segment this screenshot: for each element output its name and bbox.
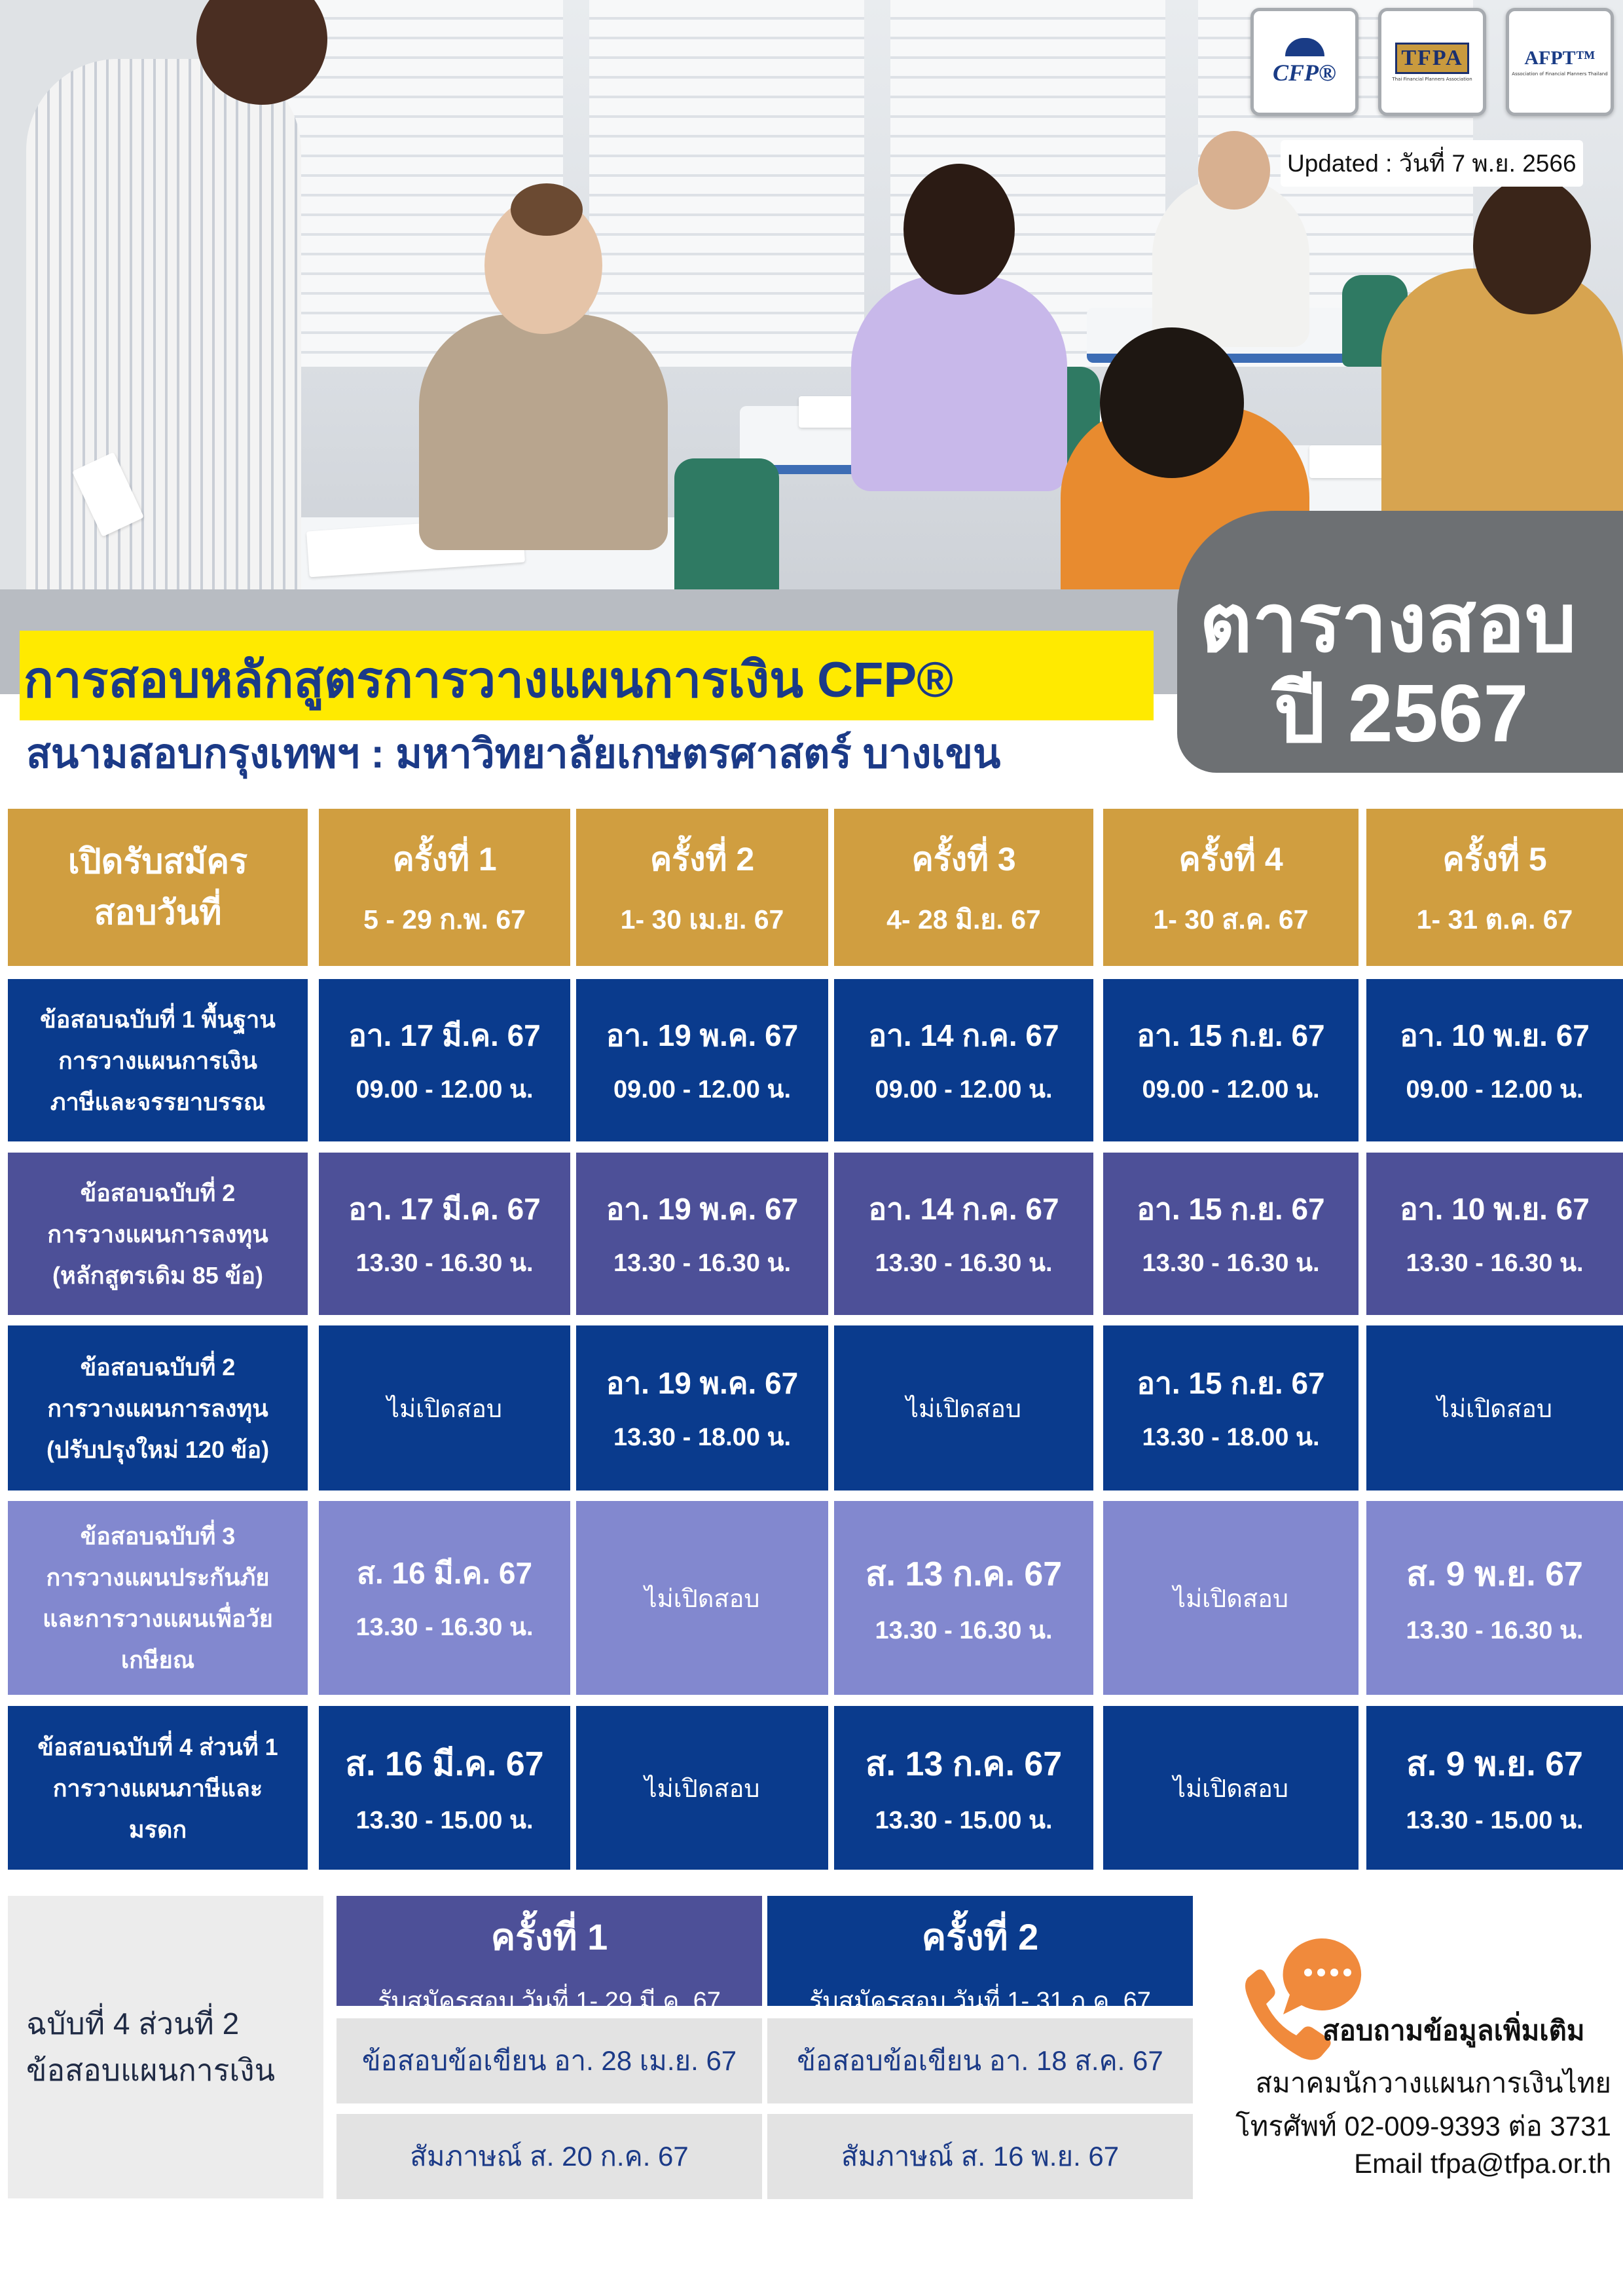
exam-cell-closed [1366,1325,1623,1491]
badge-line-1: ตารางสอบ [1199,578,1577,669]
exam-cell [576,979,828,1141]
round-label: ครั้งที่ 3 [911,841,1016,878]
tfpa-logo-text: TFPA [1395,43,1468,74]
round-apply-range: 1- 30 เม.ย. 67 [620,904,784,935]
exam-date: ส. 13 ก.ค. 67 [865,1745,1063,1783]
exam-date: อา. 14 ก.ค. 67 [868,1192,1059,1226]
exam-time: 13.30 - 16.30 น. [875,1617,1053,1644]
exam-time: 13.30 - 16.30 น. [1406,1617,1584,1644]
row-label-paper-2-new [8,1325,308,1491]
exam-closed: ไม่เปิดสอบ [1173,1775,1289,1803]
exam-cell [1366,1501,1623,1695]
contact-phone[interactable]: โทรศัพท์ 02-009-9393 ต่อ 3731 [1235,2111,1611,2141]
exam-time: 13.30 - 16.30 น. [613,1250,792,1277]
exam-time: 13.30 - 15.00 น. [356,1807,534,1834]
student [1381,268,1623,544]
round-header [1103,809,1359,966]
exam-cell [576,1325,828,1491]
exam-cell-closed [576,1501,828,1695]
part-2-label-line-2: ข้อสอบแผนการเงิน [26,2053,276,2087]
exam-time: 13.30 - 18.00 น. [613,1424,792,1451]
exam-date: อา. 19 พ.ค. 67 [606,1018,799,1052]
exam-date: ส. 9 พ.ย. 67 [1406,1745,1583,1783]
exam-cell [1103,1153,1359,1315]
exam-time: 13.30 - 15.00 น. [875,1807,1053,1834]
row-label-paper-4-part-1 [8,1706,308,1870]
exam-date: อา. 19 พ.ค. 67 [606,1366,799,1400]
exam-date: อา. 15 ก.ย. 67 [1137,1366,1325,1400]
row-label-paper-3 [8,1501,308,1695]
exam-cell [1366,1153,1623,1315]
round-header [576,809,828,966]
exam-time: 09.00 - 12.00 น. [356,1076,534,1103]
exam-cell [1103,1325,1359,1491]
part-2-register-dates: รับสมัครสอบ วันที่ 1- 31 ก.ค. 67 [809,1988,1151,2015]
teacher [26,59,301,648]
student [419,314,668,550]
exam-closed: ไม่เปิดสอบ [1436,1395,1553,1423]
student-head [1198,131,1270,210]
exam-cell [319,1153,570,1315]
row-label-line: เกษียณ [120,1646,195,1673]
header-label-apply: เปิดรับสมัคร [67,843,248,881]
exam-time: 13.30 - 16.30 น. [875,1250,1053,1277]
exam-cell [576,1153,828,1315]
exam-time: 09.00 - 12.00 น. [1406,1076,1584,1103]
contact-organization: สมาคมนักวางแผนการเงินไทย [1255,2067,1611,2098]
exam-cell [319,979,570,1141]
exam-cell [834,1153,1093,1315]
updated-date: Updated : วันที่ 7 พ.ย. 2566 [1281,140,1583,187]
afpt-logo-text: AFPT™ [1524,47,1596,69]
exam-cell [834,1706,1093,1870]
exam-cell [319,1501,570,1695]
exam-time: 13.30 - 16.30 น. [356,1250,534,1277]
exam-venue: สนามสอบกรุงเทพฯ : มหาวิทยาลัยเกษตรศาสตร์ บางเขน [26,731,1001,777]
exam-date: อา. 14 ก.ค. 67 [868,1018,1059,1052]
student-head [1473,177,1591,314]
exam-time: 13.30 - 15.00 น. [1406,1807,1584,1834]
row-label-line: ข้อสอบฉบับที่ 1 พื้นฐาน [40,1005,276,1033]
exam-cell [319,1706,570,1870]
part-2-round-title: ครั้งที่ 1 [490,1916,608,1957]
student-hair [511,183,583,236]
round-label: ครั้งที่ 5 [1442,841,1547,878]
part-2-written-exam: ข้อสอบข้อเขียน อา. 18 ส.ค. 67 [767,2018,1193,2103]
exam-cell-closed [1103,1706,1359,1870]
exam-date: อา. 15 ก.ย. 67 [1137,1192,1325,1226]
row-label-paper-1 [8,979,308,1141]
afpt-logo-subtext: Association of Financial Planners Thailand [1512,71,1608,77]
exam-cell-closed [319,1325,570,1491]
student-head [903,164,1015,295]
round-header [319,809,570,966]
exam-date: อา. 17 มี.ค. 67 [348,1018,541,1052]
round-apply-range: 1- 31 ต.ค. 67 [1416,904,1573,935]
exam-time: 09.00 - 12.00 น. [1142,1076,1320,1103]
exam-closed: ไม่เปิดสอบ [644,1585,760,1613]
row-label-line: ข้อสอบฉบับที่ 4 ส่วนที่ 1 [37,1733,278,1760]
window-blind [589,0,864,367]
part-2-label-line-1: ฉบับที่ 4 ส่วนที่ 2 [26,2006,240,2041]
exam-cell [1366,979,1623,1141]
exam-cell-closed [834,1325,1093,1491]
page-title: การสอบหลักสูตรการวางแผนการเงิน CFP® [24,652,954,708]
exam-cell [834,1501,1093,1695]
round-apply-range: 5 - 29 ก.พ. 67 [363,904,526,935]
exam-date: อา. 10 พ.ย. 67 [1400,1192,1590,1226]
exam-time: 13.30 - 18.00 น. [1142,1424,1320,1451]
exam-date: ส. 16 มี.ค. 67 [356,1556,533,1590]
part-2-register-dates: รับสมัครสอบ วันที่ 1- 29 มี.ค. 67 [378,1988,721,2015]
part-2-round-1-header [337,1896,762,2015]
exam-date: ส. 13 ก.ค. 67 [865,1555,1063,1593]
exam-date: ส. 9 พ.ย. 67 [1406,1555,1583,1593]
header-label-cell [8,809,308,966]
part-2-round-2-header [767,1896,1193,2015]
exam-date: ส. 16 มี.ค. 67 [345,1745,544,1783]
part-2-label [8,1896,323,2198]
row-label-line: การวางแผนการลงทุน [47,1220,268,1248]
cfp-globe-icon [1285,38,1324,56]
afpt-logo [1506,8,1614,116]
exam-time: 13.30 - 16.30 น. [1406,1250,1584,1277]
round-label: ครั้งที่ 4 [1178,841,1283,878]
row-label-line: มรดก [128,1815,187,1843]
exam-date: อา. 10 พ.ย. 67 [1400,1018,1590,1052]
header-label-exam: สอบวันที่ [94,894,222,932]
round-header [1366,809,1623,966]
exam-date: อา. 15 ก.ย. 67 [1137,1018,1325,1052]
cfp-logo [1250,8,1359,116]
exam-closed: ไม่เปิดสอบ [386,1395,503,1423]
exam-closed: ไม่เปิดสอบ [905,1395,1022,1423]
exam-cell [1366,1706,1623,1870]
round-apply-range: 1- 30 ส.ค. 67 [1153,904,1309,935]
row-label-line: การวางแผนภาษีและ [52,1774,263,1802]
row-label-line: (ปรับปรุงใหม่ 120 ข้อ) [46,1435,270,1463]
exam-time: 09.00 - 12.00 น. [613,1076,792,1103]
student [851,275,1067,491]
cfp-logo-text: CFP® [1273,59,1336,86]
row-label-line: การวางแผนการเงิน [58,1046,258,1074]
round-apply-range: 4- 28 มิ.ย. 67 [886,904,1041,935]
contact-title: สอบถามข้อมูลเพิ่มเติม [1322,2015,1585,2046]
chair [674,458,779,602]
row-label-line: การวางแผนการลงทุน [47,1394,268,1422]
exam-time: 13.30 - 16.30 น. [1142,1250,1320,1277]
exam-closed: ไม่เปิดสอบ [644,1775,760,1803]
exam-cell-closed [576,1706,828,1870]
exam-cell [834,979,1093,1141]
exam-date: อา. 19 พ.ค. 67 [606,1192,799,1226]
row-label-line: การวางแผนประกันภัย [46,1564,270,1591]
exam-time: 13.30 - 16.30 น. [356,1614,534,1641]
exam-date: อา. 17 มี.ค. 67 [348,1192,541,1226]
round-label: ครั้งที่ 2 [649,841,755,878]
round-label: ครั้งที่ 1 [392,841,497,878]
part-2-round-title: ครั้งที่ 2 [921,1916,1039,1957]
round-header [834,809,1093,966]
tfpa-logo-subtext: Thai Financial Planners Association [1392,76,1472,82]
part-2-written-exam: ข้อสอบข้อเขียน อา. 28 เม.ย. 67 [337,2018,762,2103]
row-label-line: ข้อสอบฉบับที่ 2 [80,1179,236,1206]
exam-cell-closed [1103,1501,1359,1695]
part-2-interview: สัมภาษณ์ ส. 20 ก.ค. 67 [337,2114,762,2199]
student-head [1100,327,1244,478]
part-2-interview: สัมภาษณ์ ส. 16 พ.ย. 67 [767,2114,1193,2199]
contact-email[interactable]: Email tfpa@tfpa.or.th [1354,2148,1611,2179]
row-label-line: และการวางแผนเพื่อวัย [43,1605,273,1632]
row-label-paper-2-old [8,1153,308,1315]
exam-time: 09.00 - 12.00 น. [875,1076,1053,1103]
exam-closed: ไม่เปิดสอบ [1173,1585,1289,1613]
tfpa-logo [1378,8,1486,116]
exam-cell [1103,979,1359,1141]
row-label-line: (หลักสูตรเดิม 85 ข้อ) [52,1261,263,1289]
row-label-line: ข้อสอบฉบับที่ 3 [80,1523,236,1549]
row-label-line: ข้อสอบฉบับที่ 2 [80,1353,236,1380]
badge-line-2: ปี 2567 [1273,669,1529,759]
row-label-line: ภาษีและจรรยาบรรณ [50,1088,266,1115]
